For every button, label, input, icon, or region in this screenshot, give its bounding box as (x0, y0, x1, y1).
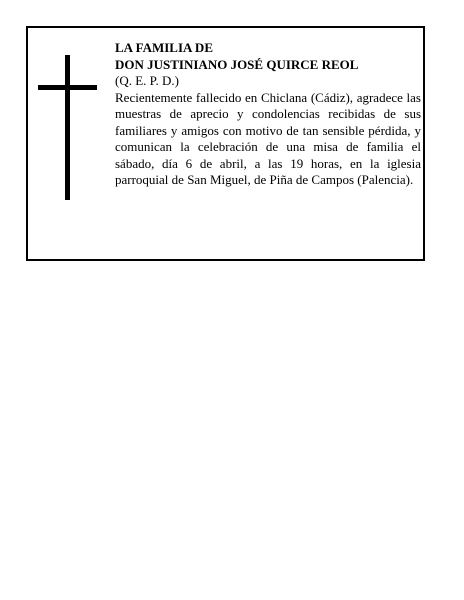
latin-cross-icon (38, 55, 98, 200)
notice-text (115, 40, 421, 189)
deceased-name: DON JUSTINIANO JOSÉ QUIRCE REOL (115, 56, 359, 72)
cross-horizontal-bar (38, 85, 97, 90)
qepd-abbreviation: (Q. E. P. D.) (115, 73, 179, 88)
obituary-notice (26, 26, 425, 261)
cross-vertical-bar (65, 55, 70, 200)
notice-heading-line-1: LA FAMILIA DE (115, 40, 213, 55)
notice-body: Recientemente fallecido en Chiclana (Cádiz), agradece las muestras de aprecio y condolencias recibidas de sus familiares y amigos con motivo de tan sensible pérdida, y comunican la celebración de una misa de familia el sábado, día 6 de abril, a las 19 horas, en la iglesia parroquial de San Miguel, de Piña de Campos (Palencia). (115, 89, 421, 187)
